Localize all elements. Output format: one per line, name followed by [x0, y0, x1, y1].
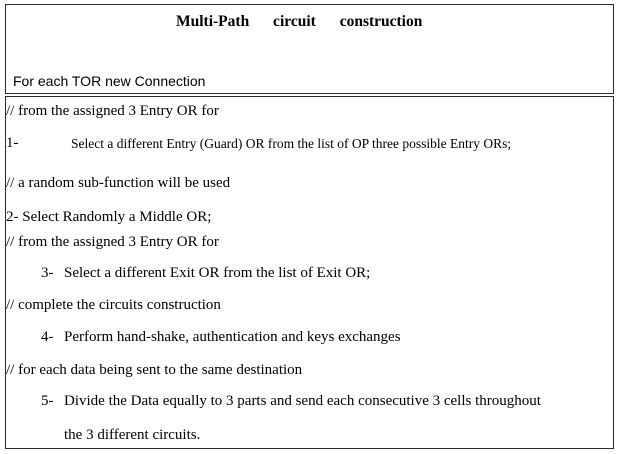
page-subtitle: For each TOR new Connection: [13, 73, 206, 89]
comment-line-3: // from the assigned 3 Entry OR for: [6, 234, 219, 250]
step-3-number: 3-: [41, 265, 54, 281]
step-5-text: Divide the Data equally to 3 parts and send each consecutive 3 cells throughout: [64, 393, 541, 409]
step-4-text: Perform hand-shake, authentication and keys exchanges: [64, 329, 401, 345]
step-1-number: 1-: [6, 135, 19, 151]
step-5-continuation: the 3 different circuits.: [64, 427, 201, 443]
comment-line-5: // for each data being sent to the same destination: [6, 362, 303, 378]
comment-line-4: // complete the circuits construction: [6, 297, 221, 313]
step-5-number: 5-: [41, 393, 54, 409]
comment-line-2: // a random sub-function will be used: [6, 175, 231, 191]
step-1-text: Select a different Entry (Guard) OR from the list of OP three possible Entry ORs;: [71, 136, 512, 151]
page-title: Multi-Path circuit construction: [176, 13, 423, 30]
comment-line-1: // from the assigned 3 Entry OR for: [6, 103, 219, 119]
step-2-text: 2- Select Randomly a Middle OR;: [6, 209, 212, 225]
step-3-text: Select a different Exit OR from the list of Exit OR;: [64, 265, 371, 281]
step-4-number: 4-: [41, 329, 54, 345]
